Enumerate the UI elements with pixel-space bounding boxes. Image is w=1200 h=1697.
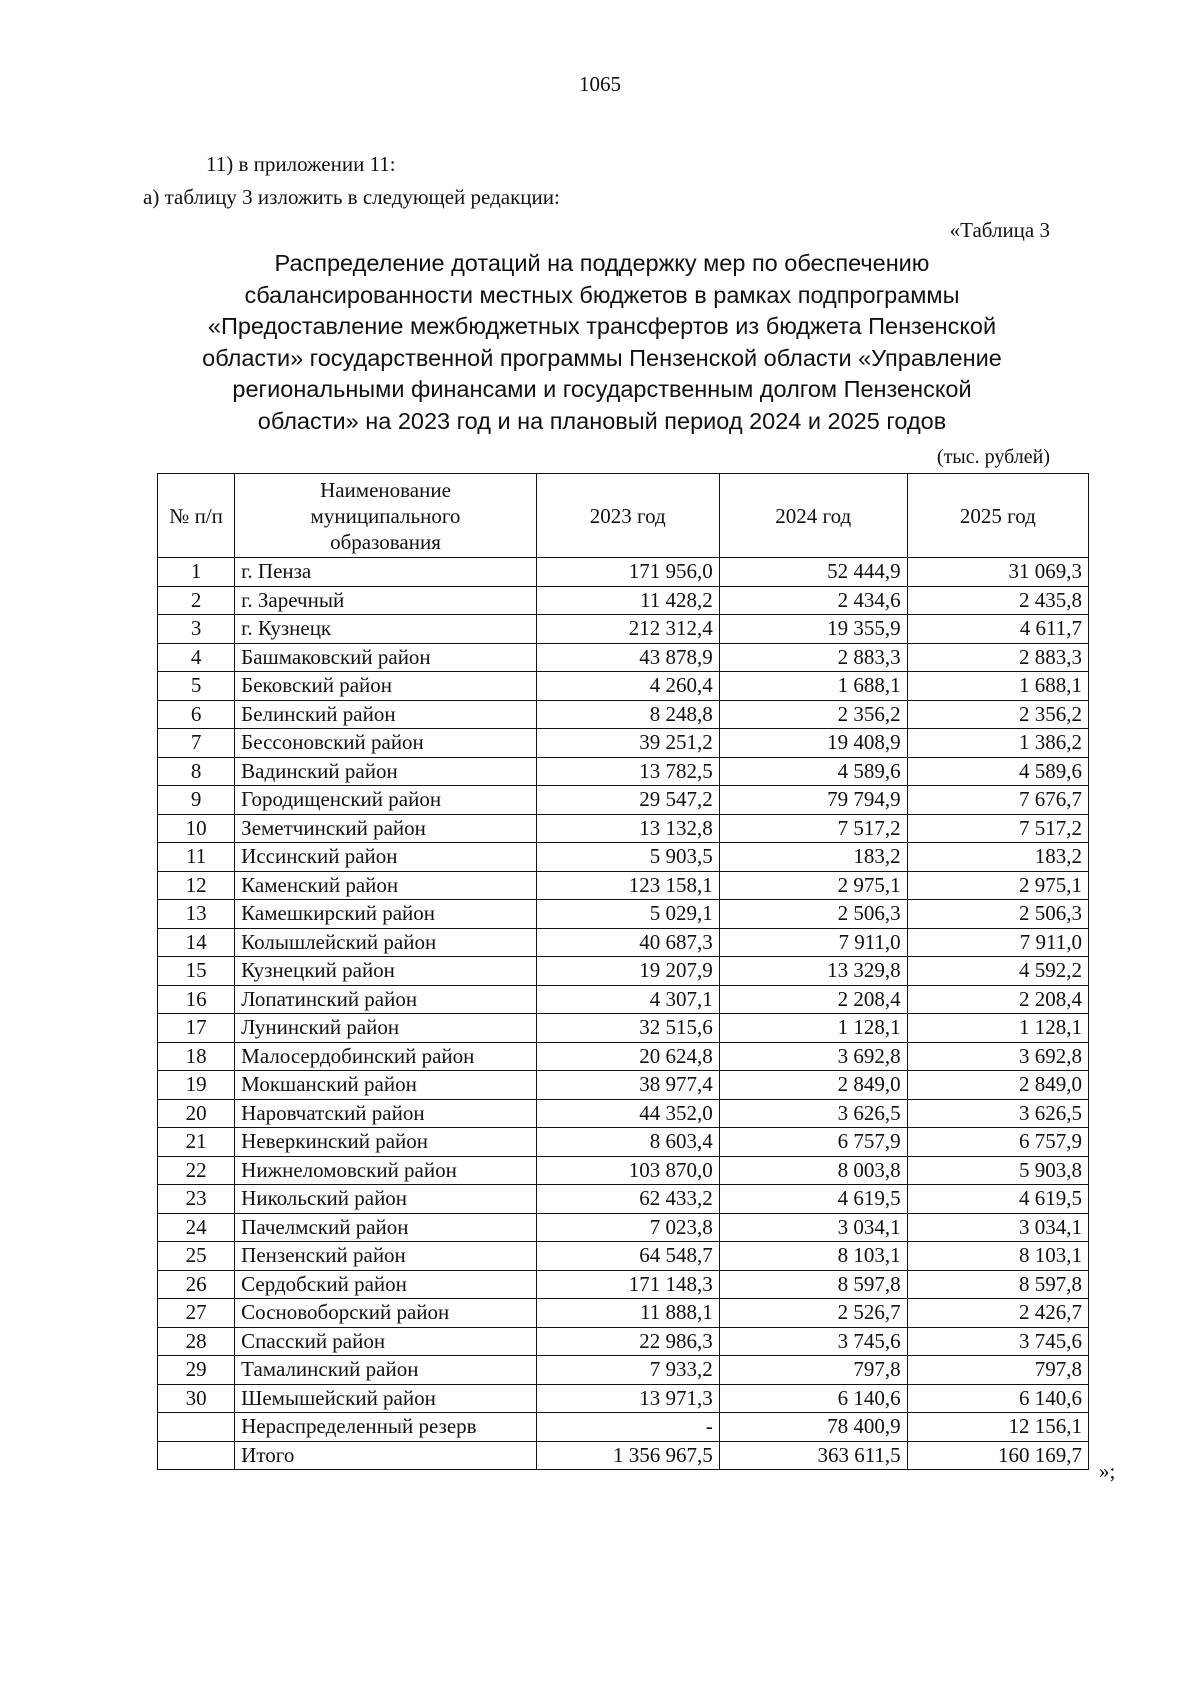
value-2023: 43 878,9 [536, 643, 719, 672]
value-2023: 13 132,8 [536, 814, 719, 843]
row-name: Нераспределенный резерв [235, 1413, 537, 1442]
value-2024: 4 589,6 [719, 757, 907, 786]
header-2023: 2023 год [536, 474, 719, 558]
value-2025: 3 692,8 [907, 1042, 1088, 1071]
value-2024: 3 626,5 [719, 1099, 907, 1128]
value-2025: 1 688,1 [907, 672, 1088, 701]
value-2024: 6 757,9 [719, 1128, 907, 1157]
value-2025: 12 156,1 [907, 1413, 1088, 1442]
table-title [150, 248, 1054, 437]
value-2024: 13 329,8 [719, 957, 907, 986]
value-2024: 3 692,8 [719, 1042, 907, 1071]
value-2025: 2 975,1 [907, 871, 1088, 900]
value-2024: 797,8 [719, 1356, 907, 1385]
row-name: Сосновоборский район [235, 1299, 537, 1328]
row-number: 10 [158, 814, 235, 843]
table-row [158, 643, 1089, 672]
row-name: Башмаковский район [235, 643, 537, 672]
row-name: Колышлейский район [235, 928, 537, 957]
table-row [158, 586, 1089, 615]
row-number [158, 1441, 235, 1470]
row-number: 21 [158, 1128, 235, 1157]
value-2023: 103 870,0 [536, 1156, 719, 1185]
table-row [158, 1042, 1089, 1071]
value-2025: 6 757,9 [907, 1128, 1088, 1157]
value-2023: 212 312,4 [536, 615, 719, 644]
value-2024: 1 688,1 [719, 672, 907, 701]
header-2025: 2025 год [907, 474, 1088, 558]
value-2023: 20 624,8 [536, 1042, 719, 1071]
value-2025: 1 128,1 [907, 1014, 1088, 1043]
row-name: Наровчатский район [235, 1099, 537, 1128]
value-2024: 8 003,8 [719, 1156, 907, 1185]
row-number: 9 [158, 786, 235, 815]
row-name: Лопатинский район [235, 985, 537, 1014]
value-2024: 79 794,9 [719, 786, 907, 815]
row-number: 24 [158, 1213, 235, 1242]
value-2025: 8 597,8 [907, 1270, 1088, 1299]
value-2025: 2 356,2 [907, 700, 1088, 729]
row-name: Шемышейский район [235, 1384, 537, 1413]
row-number: 28 [158, 1327, 235, 1356]
table-row [158, 871, 1089, 900]
row-name: Тамалинский район [235, 1356, 537, 1385]
table-row [158, 786, 1089, 815]
table-row [158, 1413, 1089, 1442]
table-row [158, 928, 1089, 957]
value-2023: 171 956,0 [536, 558, 719, 587]
header-name-line: муниципального [310, 503, 461, 528]
value-2024: 19 408,9 [719, 729, 907, 758]
row-number: 16 [158, 985, 235, 1014]
table-row [158, 1185, 1089, 1214]
table-row [158, 1156, 1089, 1185]
row-name: Неверкинский район [235, 1128, 537, 1157]
value-2025: 8 103,1 [907, 1242, 1088, 1271]
value-2023: 62 433,2 [536, 1185, 719, 1214]
value-2024: 8 597,8 [719, 1270, 907, 1299]
intro-item: 11) в приложении 11: [206, 152, 396, 176]
row-name: Малосердобинский район [235, 1042, 537, 1071]
value-2025: 2 426,7 [907, 1299, 1088, 1328]
value-2023: 11 428,2 [536, 586, 719, 615]
row-name: Бековский район [235, 672, 537, 701]
value-2025: 1 386,2 [907, 729, 1088, 758]
table-header-row [158, 474, 1089, 558]
table-row [158, 558, 1089, 587]
value-2025: 4 611,7 [907, 615, 1088, 644]
row-number: 18 [158, 1042, 235, 1071]
table-row [158, 729, 1089, 758]
value-2023: 11 888,1 [536, 1299, 719, 1328]
row-number: 1 [158, 558, 235, 587]
value-2023: 8 248,8 [536, 700, 719, 729]
table-row [158, 1242, 1089, 1271]
value-2023: 8 603,4 [536, 1128, 719, 1157]
value-2025: 2 883,3 [907, 643, 1088, 672]
value-2023: 13 782,5 [536, 757, 719, 786]
row-number: 13 [158, 900, 235, 929]
table-row [158, 1384, 1089, 1413]
table-row [158, 757, 1089, 786]
value-2025: 160 169,7 [907, 1441, 1088, 1470]
title-line: «Предоставление межбюджетных трансфертов из бюджета Пензенской [207, 313, 997, 339]
value-2023: 22 986,3 [536, 1327, 719, 1356]
value-2024: 2 506,3 [719, 900, 907, 929]
value-2025: 4 589,6 [907, 757, 1088, 786]
row-name: Городищенский район [235, 786, 537, 815]
row-number: 27 [158, 1299, 235, 1328]
value-2023: 32 515,6 [536, 1014, 719, 1043]
row-number: 26 [158, 1270, 235, 1299]
row-name: Кузнецкий район [235, 957, 537, 986]
value-2025: 7 911,0 [907, 928, 1088, 957]
row-number: 30 [158, 1384, 235, 1413]
value-2024: 3 745,6 [719, 1327, 907, 1356]
value-2025: 2 435,8 [907, 586, 1088, 615]
row-number: 7 [158, 729, 235, 758]
table-row [158, 985, 1089, 1014]
value-2024: 2 526,7 [719, 1299, 907, 1328]
value-2025: 3 034,1 [907, 1213, 1088, 1242]
title-line: региональными финансами и государственным долгом Пензенской [232, 376, 972, 402]
value-2025: 797,8 [907, 1356, 1088, 1385]
value-2024: 2 849,0 [719, 1071, 907, 1100]
table-row [158, 900, 1089, 929]
value-2024: 52 444,9 [719, 558, 907, 587]
value-2025: 4 619,5 [907, 1185, 1088, 1214]
row-number: 12 [158, 871, 235, 900]
row-name: Нижнеломовский район [235, 1156, 537, 1185]
header-name-line: Наименование [320, 477, 451, 502]
value-2024: 8 103,1 [719, 1242, 907, 1271]
row-number: 19 [158, 1071, 235, 1100]
table-row [158, 814, 1089, 843]
row-name: Бессоновский район [235, 729, 537, 758]
value-2024: 2 975,1 [719, 871, 907, 900]
value-2023: 13 971,3 [536, 1384, 719, 1413]
value-2025: 2 506,3 [907, 900, 1088, 929]
row-name: Белинский район [235, 700, 537, 729]
value-2023: 4 260,4 [536, 672, 719, 701]
row-number: 5 [158, 672, 235, 701]
row-name: Спасский район [235, 1327, 537, 1356]
row-name: Мокшанский район [235, 1071, 537, 1100]
header-name [235, 474, 537, 558]
value-2023: 40 687,3 [536, 928, 719, 957]
row-number: 25 [158, 1242, 235, 1271]
table-row [158, 1099, 1089, 1128]
value-2024: 4 619,5 [719, 1185, 907, 1214]
row-name: Каменский район [235, 871, 537, 900]
page-number: 1065 [579, 72, 621, 96]
row-number: 4 [158, 643, 235, 672]
value-2024: 6 140,6 [719, 1384, 907, 1413]
title-line: области» на 2023 год и на плановый период 2024 и 2025 годов [257, 407, 947, 434]
value-2024: 19 355,9 [719, 615, 907, 644]
value-2024: 2 434,6 [719, 586, 907, 615]
value-2025: 2 208,4 [907, 985, 1088, 1014]
row-name: г. Пенза [235, 558, 537, 587]
value-2023: 5 903,5 [536, 843, 719, 872]
value-2023: 1 356 967,5 [536, 1441, 719, 1470]
value-2023: 123 158,1 [536, 871, 719, 900]
title-line: области» государственной программы Пензенской области «Управление [202, 344, 1002, 371]
value-2023: - [536, 1413, 719, 1442]
header-2024: 2024 год [719, 474, 907, 558]
value-2023: 19 207,9 [536, 957, 719, 986]
table-row [158, 672, 1089, 701]
row-name: Лунинский район [235, 1014, 537, 1043]
value-2024: 7 911,0 [719, 928, 907, 957]
row-name: Вадинский район [235, 757, 537, 786]
row-name: Земетчинский район [235, 814, 537, 843]
row-number: 8 [158, 757, 235, 786]
value-2023: 38 977,4 [536, 1071, 719, 1100]
table-row [158, 1270, 1089, 1299]
row-number: 14 [158, 928, 235, 957]
row-name: Иссинский район [235, 843, 537, 872]
value-2023: 29 547,2 [536, 786, 719, 815]
value-2024: 78 400,9 [719, 1413, 907, 1442]
table-row [158, 1441, 1089, 1470]
row-number: 22 [158, 1156, 235, 1185]
table-body [158, 558, 1089, 1470]
table-row [158, 1327, 1089, 1356]
value-2024: 2 356,2 [719, 700, 907, 729]
value-2025: 4 592,2 [907, 957, 1088, 986]
table-row [158, 1014, 1089, 1043]
row-number [158, 1413, 235, 1442]
closing-quote: »; [1099, 1459, 1116, 1483]
header-name-line: образования [330, 529, 441, 554]
table-row [158, 1071, 1089, 1100]
table-row [158, 1213, 1089, 1242]
value-2024: 2 883,3 [719, 643, 907, 672]
table-row [158, 1299, 1089, 1328]
value-2025: 7 676,7 [907, 786, 1088, 815]
value-2024: 7 517,2 [719, 814, 907, 843]
row-name: Пензенский район [235, 1242, 537, 1271]
value-2023: 39 251,2 [536, 729, 719, 758]
header-num: № п/п [158, 474, 235, 558]
row-number: 23 [158, 1185, 235, 1214]
row-name: Камешкирский район [235, 900, 537, 929]
table-row [158, 700, 1089, 729]
row-number: 6 [158, 700, 235, 729]
row-name: Сердобский район [235, 1270, 537, 1299]
value-2025: 5 903,8 [907, 1156, 1088, 1185]
value-2025: 6 140,6 [907, 1384, 1088, 1413]
table-row [158, 1128, 1089, 1157]
value-2023: 5 029,1 [536, 900, 719, 929]
table-row [158, 957, 1089, 986]
value-2025: 3 626,5 [907, 1099, 1088, 1128]
value-2025: 2 849,0 [907, 1071, 1088, 1100]
row-name: Итого [235, 1441, 537, 1470]
value-2025: 3 745,6 [907, 1327, 1088, 1356]
row-number: 11 [158, 843, 235, 872]
table-row [158, 1356, 1089, 1385]
value-2023: 4 307,1 [536, 985, 719, 1014]
value-2025: 31 069,3 [907, 558, 1088, 587]
row-name: г. Кузнецк [235, 615, 537, 644]
value-2023: 171 148,3 [536, 1270, 719, 1299]
intro-instruction: а) таблицу 3 изложить в следующей редакции: [143, 185, 560, 209]
row-number: 20 [158, 1099, 235, 1128]
value-2024: 363 611,5 [719, 1441, 907, 1470]
table-label: «Таблица 3 [949, 218, 1050, 242]
table-row [158, 843, 1089, 872]
row-name: Пачелмский район [235, 1213, 537, 1242]
value-2025: 183,2 [907, 843, 1088, 872]
units-note: (тыс. рублей) [936, 446, 1050, 468]
distribution-table [157, 473, 1089, 1470]
value-2023: 7 023,8 [536, 1213, 719, 1242]
table-row [158, 615, 1089, 644]
row-name: г. Заречный [235, 586, 537, 615]
title-line: Распределение дотаций на поддержку мер по обеспечению [274, 250, 930, 276]
row-number: 17 [158, 1014, 235, 1043]
value-2025: 7 517,2 [907, 814, 1088, 843]
value-2024: 2 208,4 [719, 985, 907, 1014]
row-number: 3 [158, 615, 235, 644]
value-2024: 3 034,1 [719, 1213, 907, 1242]
value-2024: 183,2 [719, 843, 907, 872]
title-line: сбалансированности местных бюджетов в рамках подпрограммы [244, 281, 960, 308]
value-2024: 1 128,1 [719, 1014, 907, 1043]
row-name: Никольский район [235, 1185, 537, 1214]
value-2023: 64 548,7 [536, 1242, 719, 1271]
value-2023: 44 352,0 [536, 1099, 719, 1128]
row-number: 2 [158, 586, 235, 615]
row-number: 15 [158, 957, 235, 986]
row-number: 29 [158, 1356, 235, 1385]
value-2023: 7 933,2 [536, 1356, 719, 1385]
